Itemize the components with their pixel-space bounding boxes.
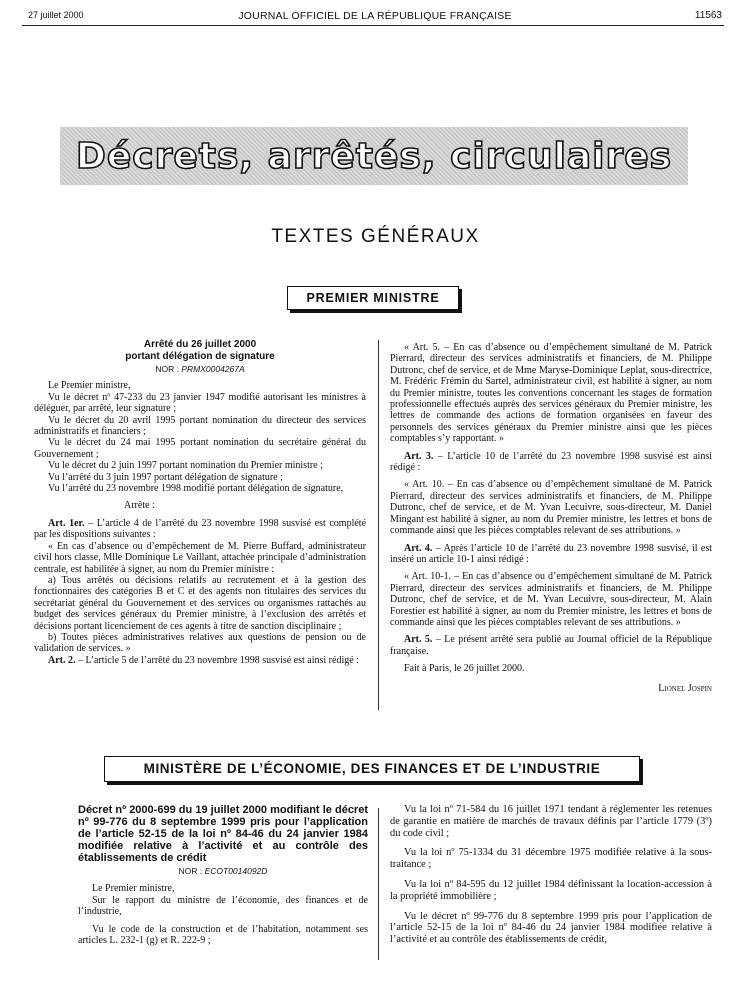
article-4: Art. 4. – Après l’article 10 de l’arrêté du 23 novembre 1998 susvisé, il est inséré un article 10-1 ainsi rédigé : (390, 542, 712, 565)
arrete-nor: NOR : PRMX0004267A (155, 364, 245, 374)
decret-visa: Vu la loi nº 84-595 du 12 juillet 1984 définissant la location-accession à la propriété immobilière ; (390, 878, 712, 902)
decret-intro: Le Premier ministre, (92, 883, 175, 895)
ministry-box-premier-ministre: PREMIER MINISTRE (287, 286, 459, 310)
visa: Vu le décret du 24 mai 1995 portant nomination du secrétaire général du Gouvernement ; (34, 437, 366, 460)
visa: Vu l’arrêté du 3 juin 1997 portant délégation de signature ; (48, 471, 283, 483)
column-divider (378, 340, 379, 710)
journal-title: JOURNAL OFFICIEL DE LA RÉPUBLIQUE FRANÇAISE (238, 10, 512, 22)
decret-rapport: Sur le rapport du ministre de l’économie, des finances et de l’industrie, (78, 894, 368, 918)
decret-column-left (78, 804, 368, 946)
article-1-a: a) Tous arrêtés ou décisions relatifs au recrutement et à la gestion des fonctionnaires des catégories B et C et des agents non titulaires des services du secrétariat général du Gouvernement et des services ou organismes rattachés au budget des services généraux du Premier ministre, à l’exclusion des arrêtés et décisions portant licenciement de ces agents à titre de sanction disciplinaire ; (34, 574, 366, 632)
page-number: 11563 (694, 10, 722, 21)
decret-title: Décret nº 2000-699 du 19 juillet 2000 modifiant le décret nº 99-776 du 8 septembre 1999 pris pour l’application de l’article 52-15 de la loi nº 84-46 du 24 janvier 1984 modifiée relative à l’activité et au contrôle des établissements de crédit (78, 804, 368, 864)
arrete-word: Arrête : (124, 500, 155, 512)
article-10-1-quote: « Art. 10-1. – En cas d’absence ou d’empêchement simultané de M. Patrick Pierrard, directeur des services administratifs et financiers, de M. Philippe Dutronc, chef de service, et de M. Yvan Lecuivre, sous-directeur, M. Alain Forestier est habilité à signer, au nom du Premier ministre, les lettres et bons de commande ainsi que les pièces comptables relevant de ses attributions. » (390, 571, 712, 628)
article-5: Art. 5. – Le présent arrêté sera publié au Journal officiel de la République française. (390, 634, 712, 657)
column-divider (378, 808, 379, 960)
decret-column-right (390, 804, 712, 954)
section-banner (60, 127, 688, 185)
banner-title: Décrets, arrêtés, circulaires (75, 135, 673, 177)
article-5-quote: « Art. 5. – En cas d’absence ou d’empêchement simultané de M. Patrick Pierrard, directeur des services administratifs et financiers, de M. Philippe Dutronc, chef de service, et de Mme Maryse-Dominique Leplat, sous-directrice, M. Frédéric Frémin du Sartel, administrateur civil, est habilité à signer, au nom du Premier ministre, toutes les conventions concernant les stages de formation professionnelle effectués auprès des services généraux du Premier ministre, les lettres de commande des actions de formation organisées en faveur des personnels des services généraux du Premier ministre ainsi que les pièces comptables s’y rapportant. » (390, 342, 712, 445)
section-title: TEXTES GÉNÉRAUX (271, 226, 480, 247)
arrete-title: Arrêté du 26 juillet 2000 portant délégation de signature (125, 339, 275, 362)
fait-a-paris: Fait à Paris, le 26 juillet 2000. (404, 663, 525, 675)
header-rule (22, 25, 724, 26)
decret-visa: Vu la loi nº 75-1334 du 31 décembre 1975 modifiée relative à la sous-traitance ; (390, 847, 712, 871)
article-2: Art. 2. – L’article 5 de l’arrêté du 23 novembre 1998 susvisé est ainsi rédigé : (48, 654, 359, 666)
signature: Lionel Jospin (658, 682, 712, 694)
article-3: Art. 3. – L’article 10 de l’arrêté du 23 novembre 1998 susvisé est ainsi rédigé : (390, 450, 712, 474)
decret-visa: Vu le code de la construction et de l’habitation, notamment ses articles L. 232-1 (g) et R. 222-9 ; (78, 923, 368, 947)
visa: Vu le décret du 2 juin 1997 portant nomination du Premier ministre ; (48, 460, 323, 472)
article-1: Art. 1er. – L’article 4 de l’arrêté du 23 novembre 1998 susvisé est complété par les dispositions suivantes : (34, 517, 367, 541)
article-10-quote: « Art. 10. – En cas d’absence ou d’empêchement simultané de M. Patrick Pierrard, directeur des services administratifs et financiers, de M. Philippe Dutronc, chef de service, et de M. Yvan Lecuivre, sous-directeur, M. Daniel Mingant est habilité à signer, au nom du Premier ministre, les lettres et bons de commande ainsi que les pièces comptables relevant de ses attributions. » (390, 479, 712, 537)
visa: Vu le décret du 20 avril 1995 portant nomination du directeur des services administratifs et financiers ; (34, 414, 366, 438)
visa: Vu l’arrêté du 23 novembre 1998 modifié portant délégation de signature, (48, 483, 344, 495)
decret-nor: NOR : ECOT0014092D (178, 866, 268, 876)
arrete-column-right (390, 342, 712, 694)
running-header (28, 10, 722, 24)
article-1-quote: « En cas d’absence ou d’empêchement de M. Pierre Buffard, administrateur civil hors classe, Mlle Dominique Le Vaillant, attachée principale d’administration centrale, est habilitée à signer, au nom du Premier ministre : (34, 540, 366, 575)
ministry-box-economie: MINISTÈRE DE L’ÉCONOMIE, DES FINANCES ET DE L’INDUSTRIE (104, 756, 640, 782)
arrete-column-left (34, 339, 366, 666)
article-1-b: b) Toutes pièces administratives relatives aux questions de pension ou de validation de services. » (34, 631, 366, 655)
decret-visa: Vu le décret nº 99-776 du 8 septembre 1999 pris pour l’application de l’article 52-15 de la loi nº 84-46 du 24 janvier 1984 modifiée relative à l’activité et au contrôle des établissements de crédit, (390, 910, 712, 946)
header-date: 27 juillet 2000 (28, 10, 84, 20)
visa: Vu le décret nº 47-233 du 23 janvier 1947 modifié autorisant les ministres à déléguer, par arrêté, leur signature ; (34, 391, 366, 415)
arrete-intro: Le Premier ministre, (48, 380, 131, 392)
decret-visa: Vu la loi nº 71-584 du 16 juillet 1971 tendant à réglementer les retenues de garantie en matière de marchés de travaux définis par l’article 1779 (3º) du code civil ; (390, 804, 712, 839)
